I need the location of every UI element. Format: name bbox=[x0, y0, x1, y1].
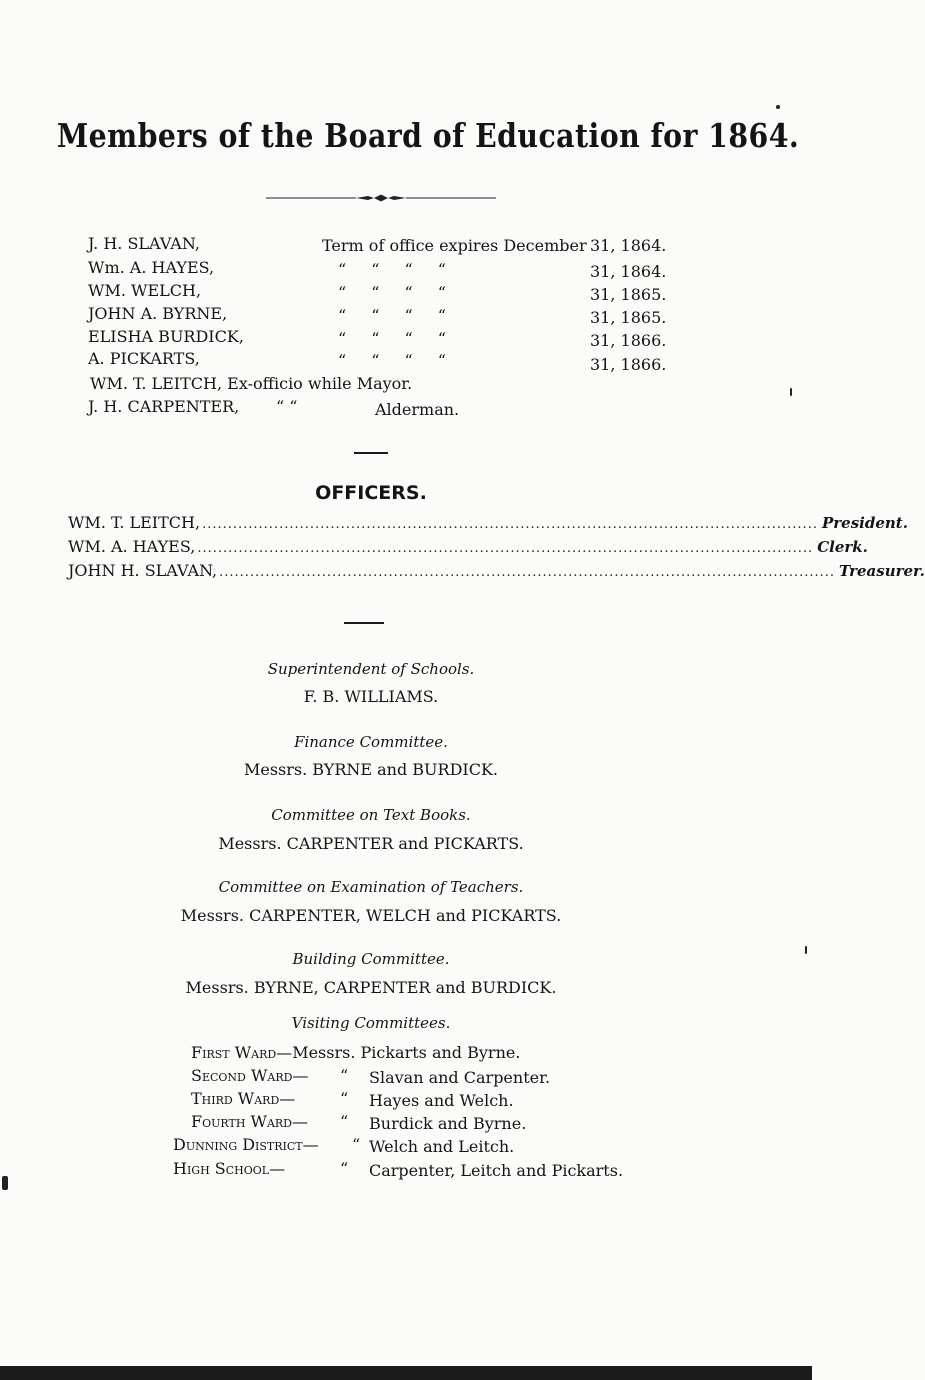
term-date: 31, 1864. bbox=[590, 236, 667, 255]
ditto-marks: “ “ “ “ bbox=[338, 306, 446, 325]
committee-members: Messrs. BYRNE and BURDICK. bbox=[243, 760, 499, 779]
term-date: 31, 1866. bbox=[590, 355, 667, 374]
visiting-row bbox=[191, 1043, 520, 1062]
term-date: 31, 1865. bbox=[590, 285, 667, 304]
ornament-divider-icon bbox=[266, 193, 496, 203]
leader-dots: ........................................................................................................................ bbox=[197, 541, 814, 556]
committee-members: Messrs. BYRNE, CARPENTER and BURDICK. bbox=[185, 978, 557, 997]
ditto-marks: “ bbox=[340, 1089, 349, 1108]
committee-heading: Superintendent of Schools. bbox=[267, 660, 475, 678]
leader-dots: ........................................................................................................................ bbox=[219, 565, 836, 580]
ditto-marks: “ bbox=[340, 1066, 349, 1085]
scan-speck bbox=[790, 388, 792, 396]
committee-heading: Committee on Text Books. bbox=[271, 806, 471, 824]
ward-members: Hayes and Welch. bbox=[369, 1091, 514, 1110]
section-rule bbox=[344, 622, 384, 624]
officer-row bbox=[68, 537, 868, 556]
ditto-marks: “ “ “ “ bbox=[338, 351, 446, 370]
officer-role: President. bbox=[821, 514, 908, 532]
member-name: J. H. SLAVAN, bbox=[88, 234, 200, 253]
ward-label: First Ward— bbox=[191, 1043, 293, 1062]
ditto-marks: “ “ “ “ bbox=[338, 329, 446, 348]
committee-heading: Committee on Examination of Teachers. bbox=[218, 878, 524, 896]
scan-speck bbox=[2, 1176, 8, 1190]
term-date: 31, 1866. bbox=[590, 331, 667, 350]
officer-row bbox=[68, 513, 908, 532]
ditto-marks: “ “ “ “ bbox=[338, 283, 446, 302]
section-rule bbox=[354, 452, 388, 454]
ward-members: Welch and Leitch. bbox=[369, 1137, 515, 1156]
member-name: JOHN A. BYRNE, bbox=[88, 304, 228, 323]
officer-name: WM. A. HAYES, bbox=[68, 537, 196, 556]
committee-members: Messrs. CARPENTER and PICKARTS. bbox=[218, 834, 524, 853]
ward-label: High School— bbox=[173, 1159, 286, 1178]
ditto-marks: “ bbox=[340, 1159, 349, 1178]
officers-heading: OFFICERS. bbox=[315, 482, 427, 504]
member-name: WM. WELCH, bbox=[88, 281, 202, 300]
member-name: ELISHA BURDICK, bbox=[88, 327, 244, 346]
ditto-marks: “ bbox=[340, 1112, 349, 1131]
ward-members: Carpenter, Leitch and Pickarts. bbox=[369, 1161, 624, 1180]
member-name: J. H. CARPENTER, bbox=[88, 397, 240, 416]
ward-label: Dunning District— bbox=[173, 1135, 319, 1154]
ward-members: Burdick and Byrne. bbox=[369, 1114, 527, 1133]
ditto-marks: “ “ bbox=[276, 397, 298, 416]
page-title: Members of the Board of Education for 1864. bbox=[56, 116, 800, 155]
scan-speck bbox=[776, 105, 780, 109]
leader-dots: ........................................................................................................................ bbox=[202, 517, 818, 532]
ward-label: Third Ward— bbox=[191, 1089, 296, 1108]
ex-officio-line: WM. T. LEITCH, Ex-officio while Mayor. bbox=[90, 374, 413, 393]
term-text: Term of office expires December bbox=[322, 236, 587, 255]
officer-name: WM. T. LEITCH, bbox=[68, 513, 201, 532]
committee-heading: Building Committee. bbox=[292, 950, 450, 968]
term-date: 31, 1865. bbox=[590, 308, 667, 327]
committee-members: Messrs. CARPENTER, WELCH and PICKARTS. bbox=[180, 906, 562, 925]
officer-name: JOHN H. SLAVAN, bbox=[68, 561, 218, 580]
ward-members: Messrs. Pickarts and Byrne. bbox=[292, 1043, 521, 1062]
term-date: 31, 1864. bbox=[590, 262, 667, 281]
officer-role: Clerk. bbox=[817, 538, 868, 556]
page-bottom-edge bbox=[0, 1366, 812, 1380]
member-name: Wm. A. HAYES, bbox=[88, 258, 215, 277]
committee-members: F. B. WILLIAMS. bbox=[303, 687, 439, 706]
member-name: A. PICKARTS, bbox=[88, 349, 200, 368]
ditto-marks: “ “ “ “ bbox=[338, 260, 446, 279]
ward-label: Fourth Ward— bbox=[191, 1112, 308, 1131]
alderman-label: Alderman. bbox=[375, 400, 460, 419]
scan-speck bbox=[805, 946, 807, 954]
visiting-heading: Visiting Committees. bbox=[291, 1014, 451, 1032]
officer-role: Treasurer. bbox=[839, 562, 925, 580]
ward-members: Slavan and Carpenter. bbox=[369, 1068, 551, 1087]
ward-label: Second Ward— bbox=[191, 1066, 309, 1085]
ditto-marks: “ bbox=[352, 1135, 361, 1154]
committee-heading: Finance Committee. bbox=[294, 733, 448, 751]
officer-row bbox=[68, 561, 925, 580]
